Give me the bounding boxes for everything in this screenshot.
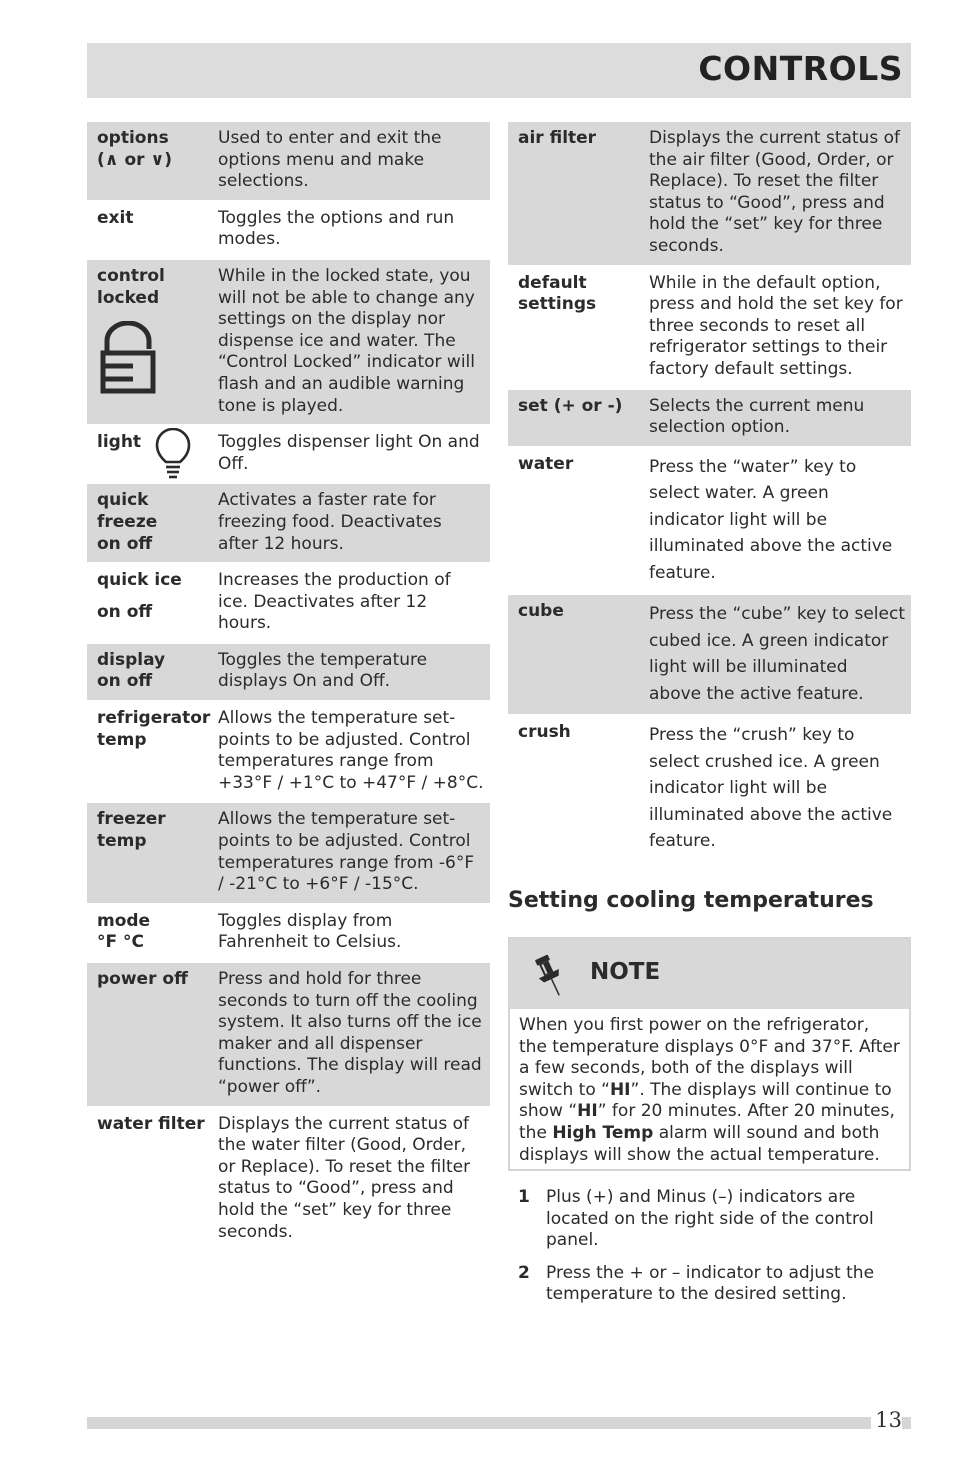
control-name-line: freeze (97, 511, 158, 532)
control-name (87, 809, 218, 895)
note-text-part: ” for 20 minutes. After 20 minutes, the (519, 1101, 895, 1143)
control-name-line: cube (518, 601, 564, 622)
control-name (87, 1114, 218, 1244)
control-name (508, 128, 649, 258)
control-name-line: quick (97, 490, 149, 511)
control-row (87, 202, 490, 258)
control-name-line: on off (97, 533, 153, 554)
control-name-line: refrigerator (97, 708, 211, 729)
footer-bar (87, 1417, 911, 1429)
control-description: Toggles dispenser light On and Off. (218, 432, 480, 474)
control-row (508, 122, 911, 265)
lock-icon (99, 321, 157, 395)
control-row (87, 484, 490, 562)
control-name (87, 128, 218, 193)
control-description: While in the default option, press and hold the set key for three seconds to reset all refrigerator settings to their factory default settings. (649, 272, 903, 379)
control-row (87, 963, 490, 1106)
control-row (87, 1108, 490, 1251)
control-row (87, 803, 490, 902)
control-name (508, 273, 649, 381)
control-name (87, 570, 218, 635)
control-name-line: set (+ or -) (518, 395, 623, 416)
control-description: Allows the temperature set-points to be adjusted. Control temperatures range from -6°F / -21°C to +6°F / -15°C. (218, 809, 475, 895)
control-name-line: locked (97, 287, 160, 308)
control-name (87, 708, 218, 794)
control-name-line: exit (97, 207, 134, 228)
control-description: Toggles the temperature displays On and Off. (218, 649, 428, 692)
control-name (508, 601, 649, 707)
control-description: Displays the current status of the water filter (Good, Order, or Replace). To reset the filter status to “Good”, press and hold the “set” key for three seconds. (218, 1113, 471, 1242)
control-name (87, 208, 218, 251)
control-name-line: °F °C (97, 932, 145, 953)
control-name-line: freezer (97, 809, 166, 830)
control-row (87, 905, 490, 961)
control-description: Toggles display from Fahrenheit to Celsius. (218, 910, 402, 953)
step-item (518, 1187, 898, 1252)
control-row (87, 702, 490, 801)
control-name (87, 266, 218, 417)
page-number: 13 (871, 1408, 902, 1432)
control-description: While in the locked state, you will not be able to change any settings on the display nor dispense ice and water. The “Control Locked” indicator will flash and an audible warning tone is played. (218, 265, 475, 416)
control-name (508, 396, 649, 439)
step-text: Plus (+) and Minus (–) indicators are located on the right side of the control panel. (546, 1187, 874, 1251)
control-name (87, 969, 218, 1099)
control-row (508, 448, 911, 594)
control-description: Toggles the options and run modes. (218, 207, 455, 250)
note-text-bold: High Temp (552, 1122, 654, 1143)
page-header (87, 43, 911, 98)
note-text (510, 1009, 909, 1166)
control-row (508, 716, 911, 862)
control-row (87, 122, 490, 200)
note-header (510, 939, 909, 1009)
control-name (508, 454, 649, 587)
control-description: Press the “crush” key to select crushed ice. A green indicator light will be illuminated above the active feature. (649, 725, 893, 852)
left-controls-table (87, 122, 490, 1252)
control-name-line: crush (518, 722, 571, 743)
control-name-line: options (97, 128, 169, 148)
note-title: NOTE (590, 959, 661, 985)
control-name-line: settings (518, 294, 597, 315)
control-name (87, 490, 218, 555)
control-name-line: air filter (518, 128, 597, 148)
control-name-line: mode (97, 910, 151, 931)
control-description: Allows the temperature set-points to be adjusted. Control temperatures range from +33°F / +1°C to +47°F / +8°C. (218, 708, 484, 793)
push-pin-icon (534, 953, 568, 999)
control-name-line: water filter (97, 1113, 205, 1134)
note-box (508, 937, 911, 1171)
control-row (87, 644, 490, 700)
control-name-line: power off (97, 969, 188, 989)
control-name-line: light (97, 432, 142, 453)
control-name-line: quick ice (97, 570, 182, 591)
note-text-part: alarm will sound and both displays will show the actual temperature. (519, 1122, 880, 1165)
control-name-line: control (97, 265, 165, 286)
control-name (87, 650, 218, 693)
right-controls-table (508, 122, 911, 864)
control-name-line: on off (97, 601, 153, 622)
control-name-line: (∧ or ∨) (97, 149, 173, 170)
control-name-line: default (518, 272, 587, 293)
light-bulb-icon (155, 428, 191, 480)
control-description: Press and hold for three seconds to turn off the cooling system. It also turns off the ice maker and all dispenser functions. The display will read “power off”. (218, 969, 482, 1097)
control-row (87, 564, 490, 642)
control-name-line: on off (97, 671, 153, 692)
note-text-bold: HI (577, 1101, 598, 1122)
control-name-line: temp (97, 729, 147, 750)
note-text-part: ”. The displays will continue to show “ (519, 1079, 892, 1122)
page-title: CONTROLS (698, 49, 903, 88)
control-description: Press the “water” key to select water. A green indicator light will be illuminated above the active feature. (649, 456, 893, 583)
section-heading: Setting cooling temperatures (508, 888, 874, 913)
steps-list (518, 1187, 898, 1317)
control-description: Increases the production of ice. Deactivates after 12 hours. (218, 570, 451, 634)
control-name (87, 911, 218, 954)
step-number: 2 (518, 1262, 530, 1283)
control-row (508, 267, 911, 388)
control-description: Displays the current status of the air filter (Good, Order, or Replace). To reset the filter status to “Good”, press and hold the “set” key for three seconds. (649, 128, 900, 256)
note-text-part: When you first power on the refrigerator, the temperature displays 0°F and 37°F. After a few seconds, both of the displays will switch to “ (519, 1015, 900, 1100)
control-name (508, 722, 649, 855)
control-name-line: display (97, 649, 166, 670)
control-description: Used to enter and exit the options menu and make selections. (218, 128, 442, 192)
control-description: Press the “cube” key to select cubed ice. A green indicator light will be illuminated above the active feature. (649, 604, 905, 704)
control-description: Selects the current menu selection option. (649, 395, 865, 438)
step-number: 1 (518, 1187, 530, 1207)
control-name-line: temp (97, 831, 147, 852)
note-text-bold: HI (609, 1079, 631, 1100)
step-text: Press the + or – indicator to adjust the temperature to the desired setting. (546, 1262, 875, 1305)
step-item (518, 1263, 898, 1306)
control-row (87, 426, 490, 482)
control-row (508, 595, 911, 714)
control-name (87, 432, 218, 475)
control-row (87, 260, 490, 424)
control-description: Activates a faster rate for freezing food. Deactivates after 12 hours. (218, 490, 442, 554)
control-row (508, 390, 911, 446)
control-name-line: water (518, 453, 574, 474)
